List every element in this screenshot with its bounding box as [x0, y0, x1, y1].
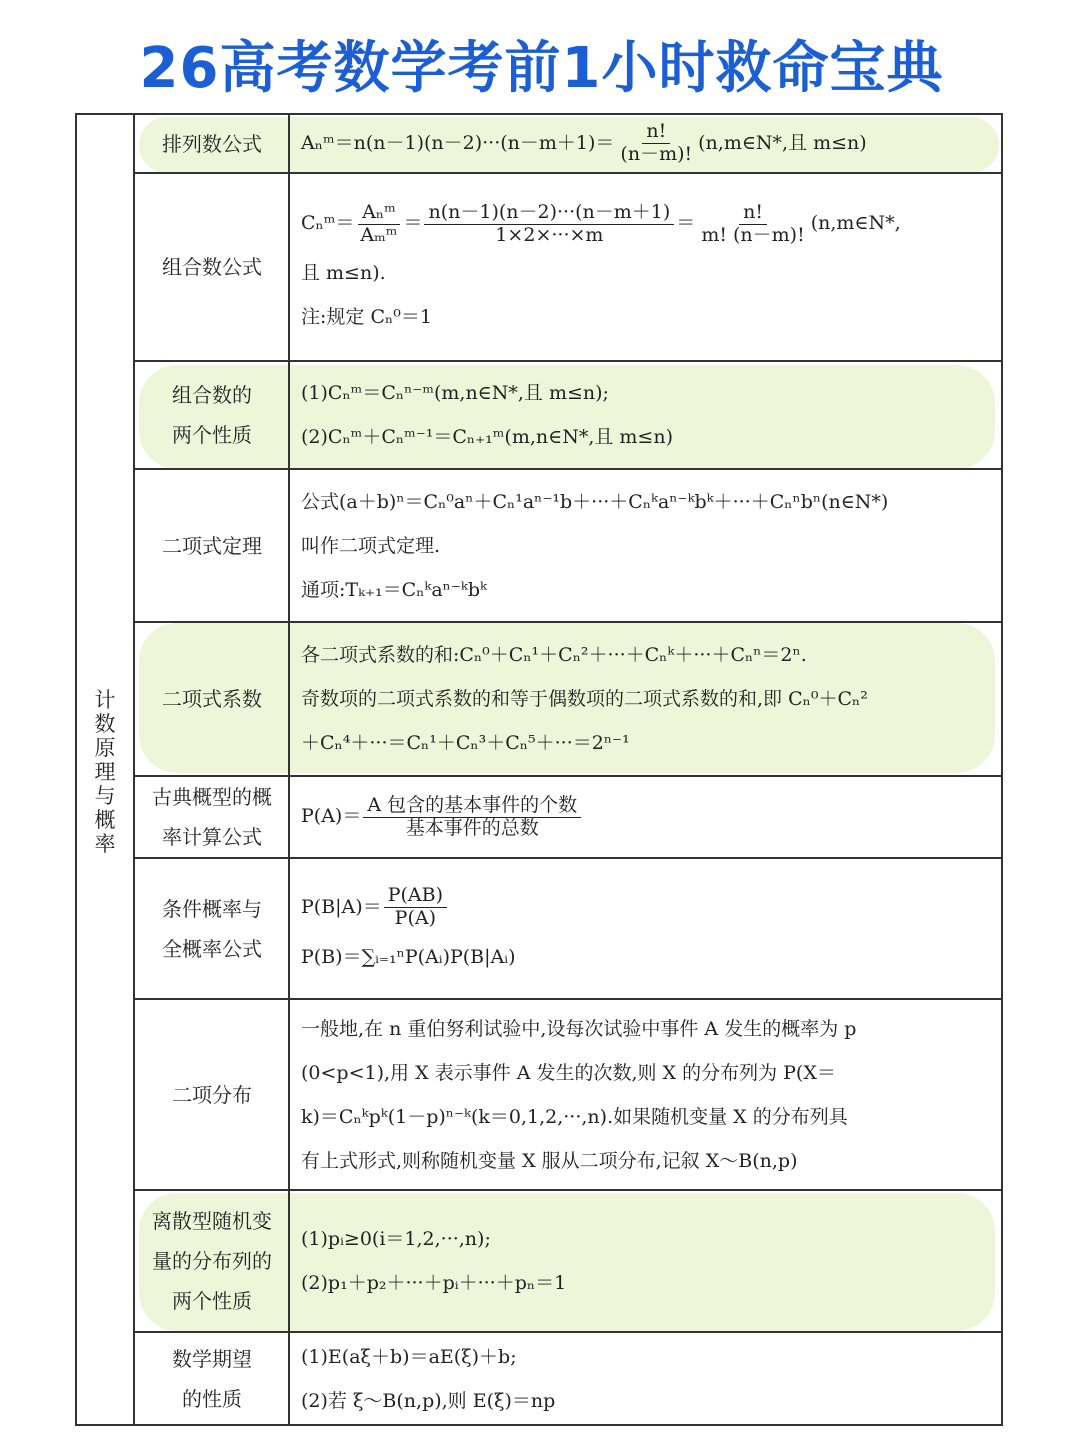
row-label-text: 组合数的	[172, 383, 252, 407]
row-label	[135, 1191, 289, 1331]
formula-text: (n,m∈N*,	[810, 212, 901, 234]
formula-line: ＋Cₙ⁴＋···＝Cₙ¹＋Cₙ³＋Cₙ⁵＋···＝2ⁿ⁻¹	[301, 732, 630, 754]
fraction	[356, 202, 401, 247]
formula-line	[301, 121, 997, 166]
row-label-text: 两个性质	[172, 1289, 252, 1313]
row-content	[301, 623, 997, 775]
fraction-numerator: n!	[642, 121, 670, 144]
fraction-numerator: n!	[739, 202, 767, 225]
row-label-text: 两个性质	[172, 423, 252, 447]
formula-line: 且 m≤n).	[301, 262, 386, 284]
formula-text: P(B|A)＝	[301, 895, 382, 918]
formula-line: (1)Cₙᵐ＝Cₙⁿ⁻ᵐ(m,n∈N*,且 m≤n);	[301, 382, 609, 404]
row-content	[301, 115, 997, 172]
formula-line: (1)pᵢ≥0(i＝1,2,···,n);	[301, 1228, 491, 1250]
row-content	[301, 362, 997, 468]
row-label	[135, 623, 289, 775]
formula-line: (1)E(aξ＋b)＝aE(ξ)＋b;	[301, 1345, 517, 1368]
row-label	[135, 362, 289, 468]
row-label	[135, 1000, 289, 1189]
row-label-text: 条件概率与	[162, 896, 262, 921]
formula-text: Aₙᵐ＝n(n－1)(n－2)···(n－m＋1)＝	[301, 131, 615, 154]
fraction	[616, 121, 696, 166]
formula-line: (2)p₁＋p₂＋···＋pᵢ＋···＋pₙ＝1	[301, 1272, 567, 1294]
row-label-text: 的性质	[182, 1386, 242, 1411]
formula-text: (n,m∈N*,且 m≤n)	[698, 131, 867, 154]
fraction-denominator: m! (n－m)!	[701, 223, 805, 246]
row-label-text: 数学期望	[172, 1346, 252, 1371]
fraction-numerator: P(AB)	[384, 885, 447, 908]
row-label	[135, 174, 289, 360]
row-label-text: 量的分布列的	[152, 1249, 272, 1273]
row-content	[301, 174, 997, 360]
text-line: 一般地,在 n 重伯努利试验中,设每次试验中事件 A 发生的概率为 p	[301, 1017, 857, 1040]
fraction	[384, 885, 447, 930]
row-label-text: 古典概型的概	[152, 785, 272, 809]
row-content	[301, 1000, 997, 1189]
fraction-denominator: P(A)	[394, 907, 437, 929]
fraction-denominator: Aₘᵐ	[360, 223, 398, 246]
page-title: 26高考数学考前1小时救命宝典	[139, 36, 944, 101]
row-label-text: 二项式系数	[162, 687, 262, 711]
fraction-denominator: 1×2×···×m	[495, 223, 604, 246]
formula-line	[301, 879, 997, 935]
row-label-text: 二项式定理	[162, 533, 262, 558]
fraction-numerator: Aₙᵐ	[358, 202, 400, 225]
formula-line: (2)Cₙᵐ＋Cₙᵐ⁻¹＝Cₙ₊₁ᵐ(m,n∈N*,且 m≤n)	[301, 426, 673, 448]
row-label-text: 率计算公式	[162, 825, 262, 849]
row-label	[135, 115, 289, 172]
row-label-text: 离散型随机变	[152, 1209, 272, 1233]
formula-line	[301, 794, 997, 839]
fraction	[697, 202, 808, 247]
note-line: 注:规定 Cₙ⁰＝1	[301, 306, 432, 328]
formula-line: 公式(a＋b)ⁿ＝Cₙ⁰aⁿ＋Cₙ¹aⁿ⁻¹b＋···＋Cₙᵏaⁿ⁻ᵏbᵏ＋···＋Cₙⁿbⁿ(n∈N*)	[301, 490, 889, 513]
formula-line: Cₙᵐ＝ $\frac{\text{Aₙᵐ}}{\text{Aₘᵐ}}$ ＝ $\frac{n(n-1)(n-2)\cdot\cdot\cdot(n-m+1)}{1\times 2\times\cdot\cdot\cdot\times m}$ ＝ $\frac{n!}{m! (n-m)!}$ (n,m∈N*,	[301, 200, 901, 246]
text-line: 有上式形式,则称随机变量 X 服从二项分布,记叙 X～B(n,p)	[301, 1149, 798, 1172]
fraction	[363, 795, 581, 840]
row-content	[301, 777, 997, 857]
formula-line: 各二项式系数的和:Cₙ⁰＋Cₙ¹＋Cₙ²＋···＋Cₙᵏ＋···＋Cₙⁿ＝2ⁿ.	[301, 644, 807, 666]
fraction-numerator: n(n－1)(n－2)···(n－m＋1)	[424, 202, 674, 225]
row-label-text: 组合数公式	[162, 255, 262, 279]
fraction	[424, 202, 674, 247]
row-label	[135, 859, 289, 998]
formula-line: 奇数项的二项式系数的和等于偶数项的二项式系数的和,即 Cₙ⁰＋Cₙ²	[301, 688, 868, 710]
text-line: (0<p<1),用 X 表示事件 A 发生的次数,则 X 的分布列为 P(X＝	[301, 1061, 836, 1084]
row-label-text: 排列数公式	[162, 131, 262, 156]
row-content	[301, 1333, 997, 1424]
row-label-text: 二项分布	[172, 1082, 252, 1107]
formula-text: Cₙᵐ＝	[301, 212, 355, 234]
fraction-denominator: (n－m)!	[620, 143, 693, 166]
formula-line: 叫作二项式定理.	[301, 534, 441, 557]
fraction-numerator: A 包含的基本事件的个数	[363, 795, 581, 818]
row-content	[301, 859, 997, 998]
formula-text: P(A)＝	[301, 805, 362, 828]
row-label	[135, 1333, 289, 1424]
category-label: 计 数 原 理 与 概 率	[94, 688, 116, 856]
formula-line: (2)若 ξ～B(n,p),则 E(ξ)＝np	[301, 1389, 556, 1412]
formula-table	[75, 113, 1003, 1426]
row-content	[301, 1191, 997, 1331]
row-content	[301, 470, 997, 621]
row-label	[135, 777, 289, 857]
formula-line: 通项:Tₖ₊₁＝Cₙᵏaⁿ⁻ᵏbᵏ	[301, 578, 487, 601]
text-line: k)＝Cₙᵏpᵏ(1－p)ⁿ⁻ᵏ(k＝0,1,2,···,n).如果随机变量 X 的分布列具	[301, 1105, 848, 1128]
formula-line: P(B)＝∑ᵢ₌₁ⁿP(Aᵢ)P(B|Aᵢ)	[301, 945, 516, 968]
fraction-denominator: 基本事件的总数	[405, 816, 539, 839]
row-label	[135, 470, 289, 621]
row-label-text: 全概率公式	[162, 936, 262, 961]
